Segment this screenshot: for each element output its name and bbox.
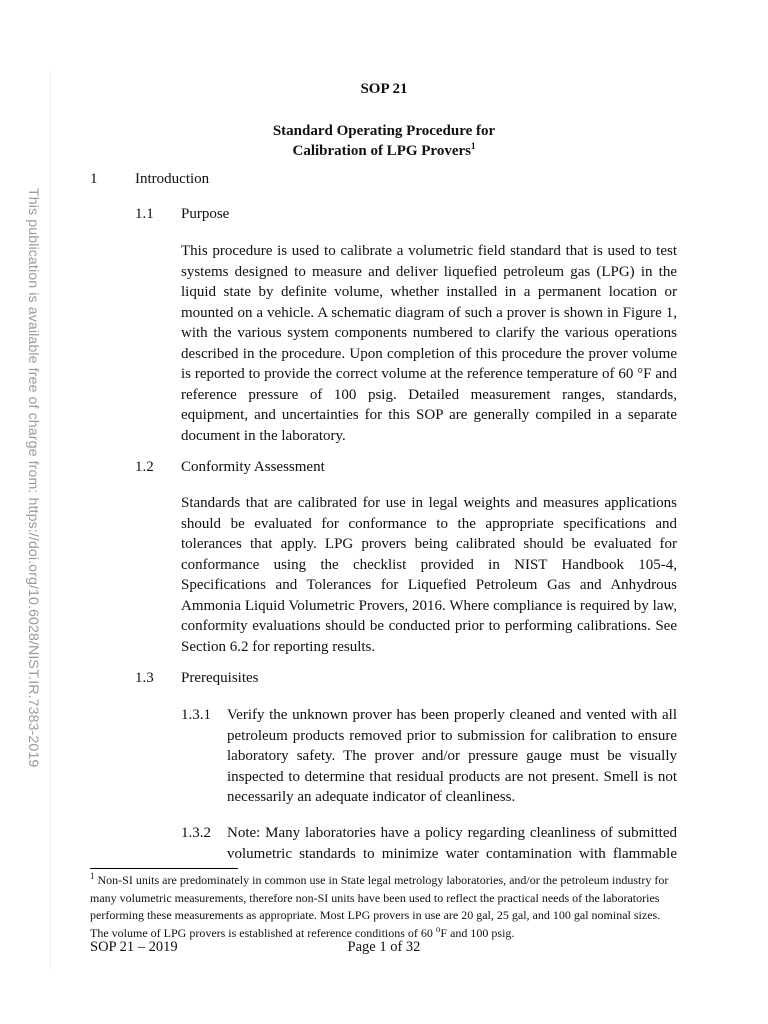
section-1-2-title: Conformity Assessment [181, 459, 325, 475]
footer-doc-id: SOP 21 – 2019 [90, 939, 178, 955]
doi-watermark: This publication is available free of charge from: https://doi.org/10.6028/NIST.IR.7383-2019 [25, 188, 41, 768]
item-1-3-2-number: 1.3.2 [181, 825, 211, 841]
footnote-degree: o [435, 923, 441, 934]
section-1-3-number: 1.3 [135, 670, 154, 686]
footnote-mark: 1 [90, 871, 95, 881]
sop-number: SOP 21 [360, 81, 408, 97]
title-line-2-text: Calibration of LPG Provers [292, 143, 471, 159]
footnote-rule [90, 868, 238, 869]
conformity-paragraph: Standards that are calibrated for use in legal weights and measures applications should be evaluated for conformance to the appropriate specifications and tolerances that apply. LPG provers being calibrated should be evaluated for conformance using the checklist provided in NIST Handbook 105-4, Specifications and Tolerances for Liquefied Petroleum Gas and Anhydrous Ammonia Liquid Volumetric Provers, 2016. Where compliance is required by law, conformity evaluations should be conducted prior to performing calibrations. See Section 6.2 for reporting results. [181, 495, 677, 655]
footnote-text: Non-SI units are predominately in common use in State legal metrology laboratories, and/or the petroleum industry for many volumetric measurements, therefore non-SI units have been used to reflect the practical needs of the laboratories performing these measurements as appropriate. Most LPG provers in use are 20 gal, 25 gal, and 100 gal nominal sizes. The volume of LPG provers is established at reference conditions of 60 [90, 873, 669, 940]
section-1-1-title: Purpose [181, 206, 230, 222]
item-1-3-2-text: Note: Many laboratories have a policy regarding cleanliness of submitted volumetric standards to minimize water contamination with flammable [227, 825, 677, 862]
footnote [90, 872, 678, 942]
section-1-title: Introduction [135, 171, 210, 187]
section-1-2-number: 1.2 [135, 459, 154, 475]
section-1-3-title: Prerequisites [181, 670, 259, 686]
footer-page-number: Page 1 of 32 [347, 939, 421, 955]
item-1-3-1-text: Verify the unknown prover has been properly cleaned and vented with all petroleum products removed prior to submission for calibration to ensure laboratory safety. The prover and/or pressure gauge must be visually inspected to determine that residual products are not present. Smell is not necessarily an adequate indicator of cleanliness. [227, 707, 677, 805]
title-line-2 [0, 141, 768, 161]
footnote-text-end: F and 100 psig. [440, 925, 515, 940]
title-footnote-mark: 1 [470, 141, 476, 151]
margin-rule [50, 70, 51, 970]
purpose-paragraph: This procedure is used to calibrate a volumetric field standard that is used to test systems designed to measure and deliver liquefied petroleum gas (LPG) in the liquid state by definite volume, whether installed in a permanent location or mounted on a vehicle. A schematic diagram of such a prover is shown in Figure 1, with the various system components numbered to clarify the various operations described in the procedure. Upon completion of this procedure the prover volume is reported to provide the correct volume at the reference temperature of 60 °F and reference pressure of 100 psig. Detailed measurement ranges, standards, equipment, and uncertainties for this SOP are generally compiled in a separate document in the laboratory. [181, 243, 677, 444]
section-1-1-number: 1.1 [135, 206, 154, 222]
item-1-3-1-number: 1.3.1 [181, 707, 211, 723]
section-1-number: 1 [90, 171, 98, 187]
title-line-1: Standard Operating Procedure for [272, 123, 496, 139]
